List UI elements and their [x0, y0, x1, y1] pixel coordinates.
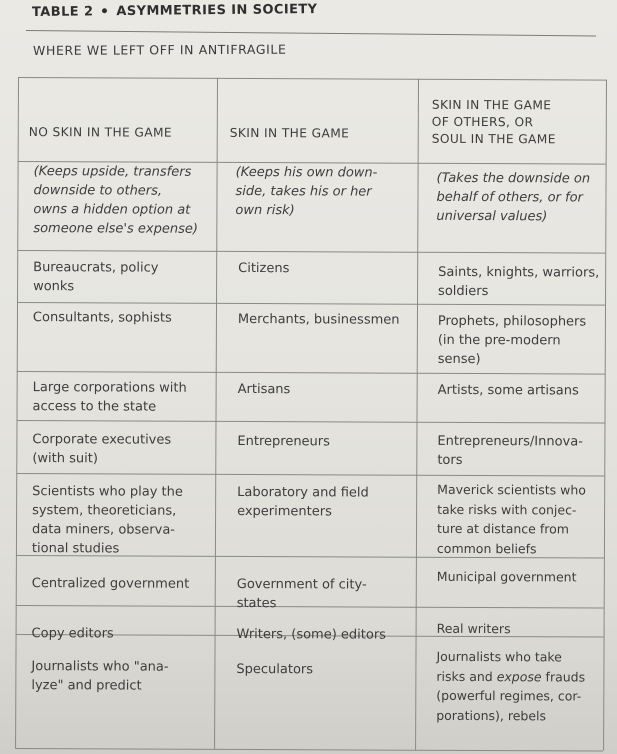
table-cell-no-skin: Copy editors: [31, 626, 114, 642]
table-cell-skin: Merchants, businessmen: [237, 311, 400, 328]
table-cell-skin: Government of city- states: [236, 576, 367, 612]
table-cell-no-skin: Large corporations with access to the state: [32, 380, 187, 415]
table-border-right: [603, 80, 607, 751]
column-header-soul: SKIN IN THE GAME OF OTHERS, OR SOUL IN THE GAME: [431, 97, 556, 147]
table-heading: ASYMMETRIES IN SOCIETY: [116, 2, 318, 20]
table-cell-soul: Municipal government: [436, 568, 577, 585]
table-border-bottom: [15, 748, 603, 752]
table-cell-soul: Real writers: [436, 620, 511, 637]
description-soul: (Takes the downside on behalf of others, or for universal values): [436, 170, 591, 225]
table-cell-skin: Entrepreneurs: [237, 433, 330, 450]
table-cell-soul: [436, 647, 585, 726]
table-cell-skin: Writers, (some) editors: [236, 626, 387, 643]
table-cell-no-skin: Journalists who "ana- lyze" and predict: [31, 659, 169, 694]
row-divider: [17, 302, 605, 306]
table-cell-soul: Maverick scientists who take risks with conjec- ture at distance from common beliefs: [436, 481, 587, 556]
table-cell-no-skin: Corporate executives (with suit): [32, 432, 172, 467]
table-cell-no-skin: Consultants, sophists: [32, 310, 172, 326]
table-label: TABLE 2: [31, 4, 94, 20]
bullet-separator-icon: [102, 8, 107, 13]
title-rule: [26, 30, 596, 36]
table-cell-no-skin: Bureaucrats, policy wonks: [33, 260, 159, 295]
table-cell-skin: Speculators: [236, 661, 314, 678]
asymmetries-table: [15, 77, 606, 751]
column-divider: [415, 79, 419, 750]
cell-text: Journalists who take risks and: [436, 648, 562, 684]
row-divider: [16, 473, 604, 477]
table-subtitle: WHERE WE LEFT OFF IN ANTIFRAGILE: [32, 41, 287, 58]
table-cell-skin: Laboratory and field experimenters: [237, 484, 369, 520]
description-no-skin: (Keeps upside, transfers downside to others, owns a hidden option at someone else's expense): [33, 164, 198, 237]
row-divider: [17, 250, 605, 254]
row-divider: [17, 371, 605, 375]
table-cell-no-skin: Centralized government: [31, 576, 190, 592]
table-border-left: [15, 77, 19, 748]
cell-text: frauds (powerful regimes, cor- porations), rebels: [436, 668, 586, 723]
table-border-top: [18, 77, 606, 81]
emphasized-word: expose: [496, 668, 542, 684]
column-header-skin: SKIN IN THE GAME: [229, 125, 350, 141]
table-cell-soul: Prophets, philosophers (in the pre-modern sense): [437, 313, 587, 368]
description-skin: (Keeps his own down- side, takes his or her own risk): [235, 164, 378, 219]
row-divider: [16, 420, 604, 424]
table-cell-skin: Citizens: [238, 260, 290, 277]
table-cell-soul: Entrepreneurs/Innova- tors: [437, 433, 583, 468]
table-cell-no-skin: Scientists who play the system, theoreticians, data miners, observa- tional studies: [31, 484, 183, 557]
table-cell-soul: Artists, some artisans: [437, 382, 579, 399]
table-title: [32, 2, 318, 20]
table-cell-skin: Artisans: [237, 381, 291, 398]
column-divider: [214, 78, 218, 749]
column-header-no-skin: NO SKIN IN THE GAME: [28, 125, 173, 140]
table-cell-soul: Saints, knights, warriors, soldiers: [438, 264, 600, 300]
